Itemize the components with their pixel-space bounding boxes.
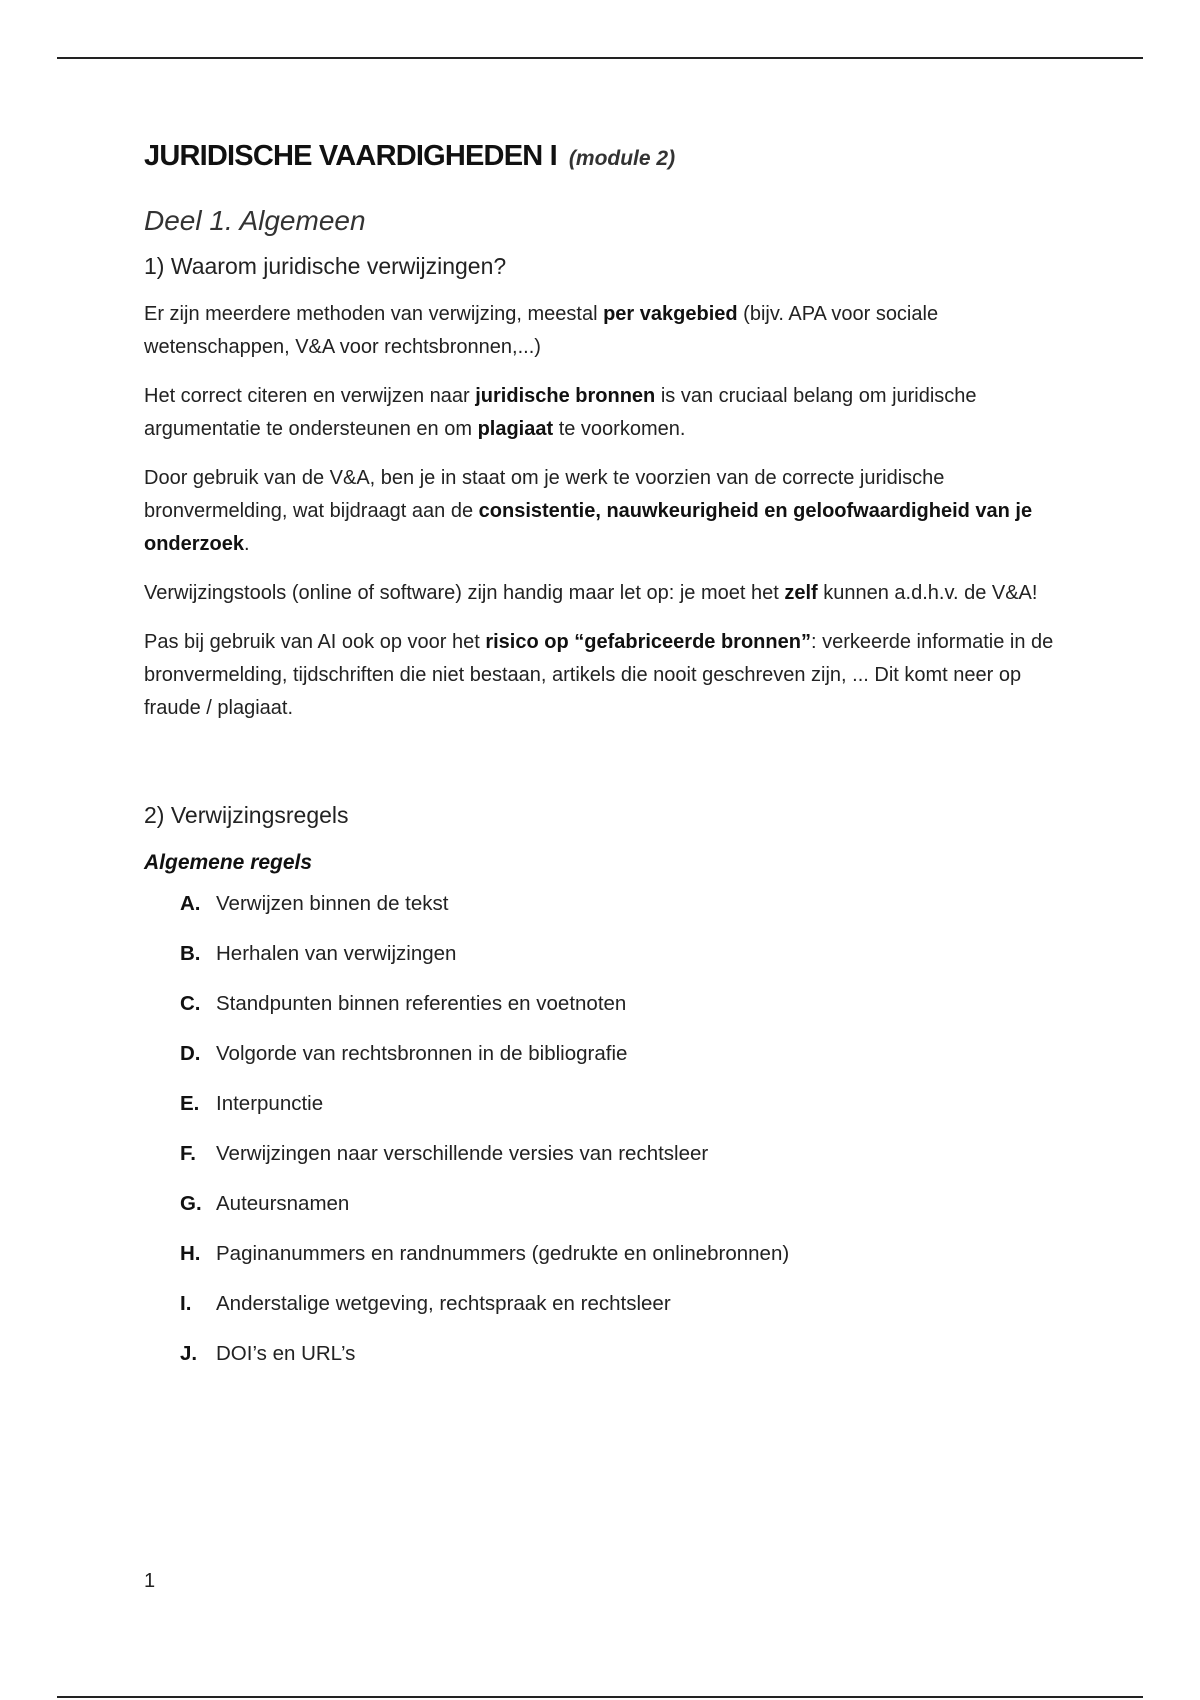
section-2-heading: 2) Verwijzingsregels <box>144 802 349 828</box>
list-item-text: Standpunten binnen referenties en voetnoten <box>216 992 627 1015</box>
text-run: (bijv. APA voor sociale wetenschappen, V&A voor rechtsbronnen,...) <box>144 303 939 358</box>
part-title: Deel 1. Algemeen <box>144 205 366 236</box>
text-run: Er zijn meerdere methoden van verwijzing, meestal <box>144 303 604 325</box>
rules-list <box>144 889 1064 1389</box>
section-1-paragraph-3 <box>144 462 1064 561</box>
text-run: . <box>244 533 250 555</box>
list-item-text: DOI’s en URL’s <box>216 1342 356 1365</box>
list-item-letter: G. <box>180 1192 202 1215</box>
list-item-text: Herhalen van verwijzingen <box>216 942 457 965</box>
text-run: is van cruciaal belang om juridische argumentatie te ondersteunen en om <box>144 385 977 440</box>
list-item <box>180 989 1064 1039</box>
list-item-text: Anderstalige wetgeving, rechtspraak en rechtsleer <box>216 1292 671 1315</box>
section-1-paragraph-4 <box>144 577 1064 610</box>
list-item-letter: H. <box>180 1242 201 1265</box>
list-item <box>180 939 1064 989</box>
bold-run: per vakgebied <box>603 303 738 325</box>
list-item-letter: E. <box>180 1092 200 1115</box>
list-item <box>180 889 1064 939</box>
list-item-text: Verwijzingen naar verschillende versies van rechtsleer <box>216 1142 709 1165</box>
list-item <box>180 1339 1064 1389</box>
list-item <box>180 1039 1064 1089</box>
list-item-text: Volgorde van rechtsbronnen in de bibliografie <box>216 1042 628 1065</box>
list-item-letter: J. <box>180 1342 198 1365</box>
list-item-text: Verwijzen binnen de tekst <box>216 892 449 915</box>
list-item <box>180 1139 1064 1189</box>
text-run: te voorkomen. <box>553 418 686 440</box>
list-item-letter: F. <box>180 1142 196 1165</box>
bold-run: juridische bronnen <box>475 385 656 407</box>
section-1-paragraph-2 <box>144 380 1064 446</box>
text-run: Verwijzingstools (online of software) zijn handig maar let op: je moet het <box>144 582 785 604</box>
list-item-letter: B. <box>180 942 201 965</box>
section-1-paragraph-1 <box>144 298 1064 364</box>
document-title-text: JURIDISCHE VAARDIGHEDEN I <box>144 140 557 172</box>
bold-run: zelf <box>784 582 818 604</box>
text-run: : verkeerde informatie in de bronvermelding, tijdschriften die niet bestaan, artikels die nooit geschreven zijn, ... Dit komt neer op fraude / plagiaat. <box>144 631 1054 719</box>
section-1-paragraph-5 <box>144 626 1064 725</box>
list-item-text: Interpunctie <box>216 1092 324 1115</box>
text-run: Pas bij gebruik van AI ook op voor het <box>144 631 486 653</box>
document-title-note: (module 2) <box>568 147 676 170</box>
text-run: Door gebruik van de V&A, ben je in staat om je werk te voorzien van de correcte juridische bronvermelding, wat bijdraagt aan de <box>144 467 945 522</box>
footer-rule <box>57 1696 1143 1698</box>
page-content <box>144 140 1064 1389</box>
section-2-subheading: Algemene regels <box>144 851 313 874</box>
list-item-text: Paginanummers en randnummers (gedrukte en onlinebronnen) <box>216 1242 790 1265</box>
list-item-text: Auteursnamen <box>216 1192 350 1215</box>
list-item-letter: I. <box>180 1292 192 1315</box>
list-item <box>180 1239 1064 1289</box>
list-item <box>180 1289 1064 1339</box>
text-run: kunnen a.d.h.v. de V&A! <box>817 582 1038 604</box>
bold-run: risico op “gefabriceerde bronnen” <box>485 631 811 653</box>
section-1-heading: 1) Waarom juridische verwijzingen? <box>144 253 507 279</box>
header-rule <box>57 57 1143 59</box>
list-item-letter: D. <box>180 1042 201 1065</box>
document-title <box>144 140 1064 190</box>
list-item-letter: C. <box>180 992 201 1015</box>
list-item <box>180 1189 1064 1239</box>
list-item-letter: A. <box>180 892 201 915</box>
bold-run: consistentie, nauwkeurigheid en geloofwaardigheid van je onderzoek <box>144 500 1033 555</box>
bold-run: plagiaat <box>477 418 554 440</box>
text-run: Het correct citeren en verwijzen naar <box>144 385 476 407</box>
page-number: 1 <box>144 1570 156 1592</box>
list-item <box>180 1089 1064 1139</box>
